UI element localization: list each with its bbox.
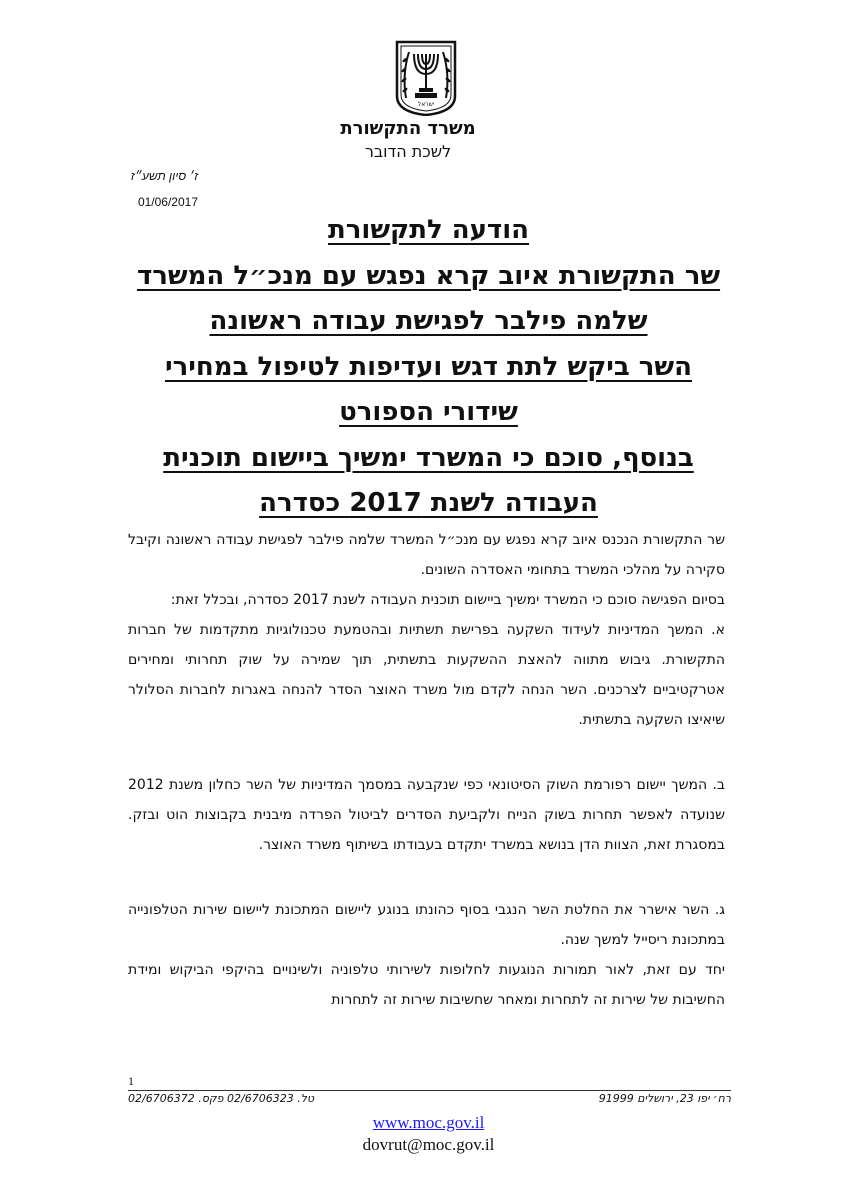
headline-line: השר ביקש לתת דגש ועדיפות לטיפול במחירי xyxy=(164,351,693,382)
page-number: 1 xyxy=(128,1074,134,1088)
paragraph-intro: שר התקשורת הנכנס איוב קרא נפגש עם מנכ״ל המשרד שלמה פילבר לפגישת עבודה ראשונה וקיבל סקירה על מהלכי המשרד בתחומי האסדרה השונים. xyxy=(128,532,725,578)
ministry-header xyxy=(300,117,516,163)
website-link[interactable]: www.moc.gov.il xyxy=(372,1113,485,1132)
footer-contact-line xyxy=(128,1092,731,1112)
office-name: לשכת הדובר xyxy=(364,142,452,161)
headline-line: שלמה פילבר לפגישת עבודה ראשונה xyxy=(209,306,648,336)
gregorian-date: 01/06/2017 xyxy=(137,195,198,209)
spacer xyxy=(128,735,725,770)
paragraph-summary: בסיום הפגישה סוכם כי המשרד ימשיך ביישום תוכנית העבודה לשנת 2017 כסדרה, ובכלל זאת: xyxy=(170,592,725,608)
state-emblem-icon xyxy=(393,40,459,116)
spacer xyxy=(128,860,725,895)
paragraph-continuation: יחד עם זאת, לאור תמורות הנוגעות לחלופות לשירותי טלפוניה ולשינויים בהיקפי הביקוש ומידת החשיבות של שירות זה לתחרות ומאחר שחשיבות שירות זה לתחרות xyxy=(128,962,725,1008)
paragraph-item-b: ב. המשך יישום רפורמת השוק הסיטונאי כפי שנקבעה במסמך המדיניות של השר כחלון משנת 2012 שנועדה לאפשר תחרות בשוק הנייח ולקביעת הסדרים לביטול הפרדה מיבנית בקבוצות הוט ובזק. במסגרת זאת, הצוות הדן בנושא במשרד יתקדם בעבודתו בשיתוף משרד האוצר. xyxy=(128,777,725,853)
hebrew-date: ז׳ סיון תשע״ז xyxy=(130,169,198,183)
footer-web xyxy=(300,1112,557,1156)
body-text xyxy=(128,525,725,1015)
headline xyxy=(100,208,757,527)
paragraph-item-c: ג. השר אישרר את החלטת השר הנגבי בסוף כהונתו בנוגע ליישום המתכונת ליישום שירות הטלפונייה במתכונת ריסייל למשך שנה. xyxy=(128,902,725,948)
headline-line: העבודה לשנת 2017 כסדרה xyxy=(259,488,598,518)
email-address[interactable]: dovrut@moc.gov.il xyxy=(362,1135,495,1154)
headline-line: שידורי הספורט xyxy=(339,397,518,427)
paragraph-item-a: א. המשך המדיניות לעידוד השקעה בפרישת תשתיות ובהטמעת טכנולוגיות מתקדמות של חברות התקשורת. גיבוש מתווה להאצת ההשקעות בתשתית, תוך שמירה על שוק תחרותי ומחירים אטרקטיביים לצרכנים. השר הנחה לקדם מול משרד האוצר הסדר להנחה באגרות לחברות הסלולר שיאיצו השקעה בתשתית. xyxy=(128,622,725,728)
footer-address: רח׳ יפו 23, ירושלים 91999 xyxy=(598,1092,731,1105)
footer-divider xyxy=(128,1090,731,1091)
headline-line: שר התקשורת איוב קרא נפגש עם מנכ״ל המשרד xyxy=(136,260,721,291)
ministry-name: משרד התקשורת xyxy=(340,118,476,139)
headline-line: הודעה לתקשורת xyxy=(328,215,529,245)
svg-text:ישראל: ישראל xyxy=(417,101,435,108)
footer-phones: טל. 02/6706323 פקס. 02/6706372 xyxy=(128,1092,315,1105)
headline-line: בנוסף, סוכם כי המשרד ימשיך ביישום תוכנית xyxy=(163,442,694,473)
